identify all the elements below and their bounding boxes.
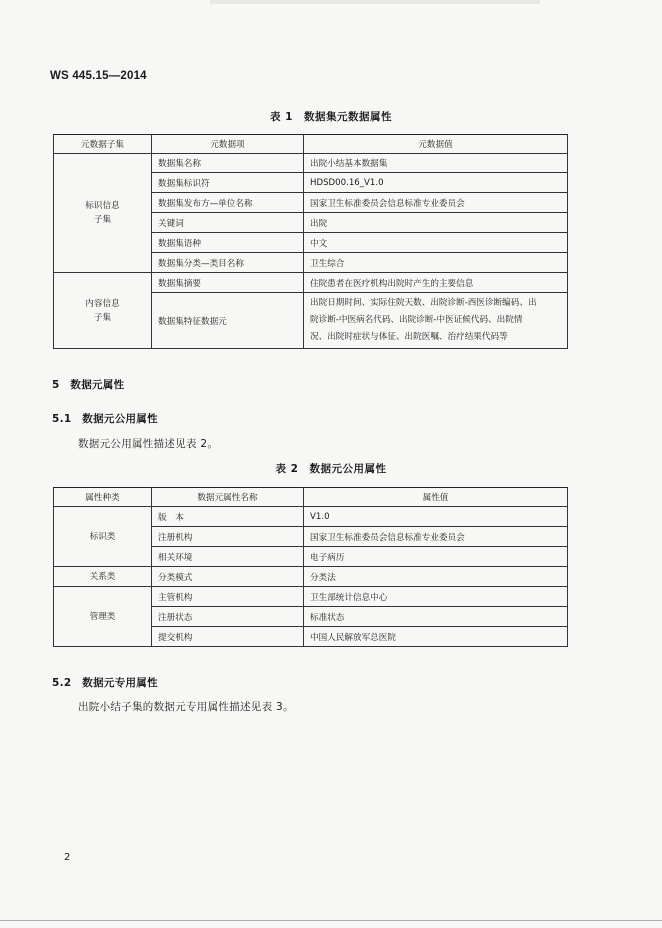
table1-value: 卫生综合 <box>304 253 568 273</box>
group-label-line: 子集 <box>93 215 112 225</box>
section-5-title: 5 数据元属性 <box>52 379 125 391</box>
table2-name: 分类模式 <box>152 567 304 587</box>
table1-group-content <box>54 273 152 349</box>
table2-value: 电子病历 <box>304 547 568 567</box>
table2-name: 注册状态 <box>152 607 304 627</box>
page-number: 2 <box>64 852 71 863</box>
table1-item: 数据集分类—类目名称 <box>152 253 304 273</box>
table1-value: 出院 <box>304 213 568 233</box>
table1-value: 住院患者在医疗机构出院时产生的主要信息 <box>304 273 568 293</box>
table2-name: 主管机构 <box>152 587 304 607</box>
table2-caption: 表 2 数据元公用属性 <box>275 463 387 475</box>
table2-group-identity: 标识类 <box>54 507 152 567</box>
table-row <box>54 587 568 607</box>
table2-group-management: 管理类 <box>54 587 152 647</box>
table1-caption: 表 1 数据集元数据属性 <box>270 111 392 123</box>
table-row <box>54 154 568 173</box>
table1-value: 中文 <box>304 233 568 253</box>
table2-group-relation: 关系类 <box>54 567 152 587</box>
group-label-line: 标识信息 <box>85 201 120 211</box>
section-5-2-title: 5.2 数据元专用属性 <box>52 677 158 689</box>
group-label-line: 内容信息 <box>85 298 120 309</box>
table1-value-multiline <box>304 293 568 349</box>
table1-item: 数据集标识符 <box>152 173 304 193</box>
table2-value: 标准状态 <box>304 607 568 627</box>
table1-item: 数据集名称 <box>152 154 304 173</box>
table2-header-value: 属性值 <box>304 488 568 507</box>
table1-header-item: 元数据项 <box>152 135 304 154</box>
table2-name: 版 本 <box>152 507 304 527</box>
table1-value: HDSD00.16_V1.0 <box>304 173 568 193</box>
table2-value: V1.0 <box>304 507 568 527</box>
standard-code: WS 445.15—2014 <box>50 70 147 82</box>
section-5-1-paragraph: 数据元公用属性描述见表 2。 <box>78 438 219 450</box>
scan-smudge <box>210 0 540 4</box>
value-line: 出院日期时间、实际住院天数、出院诊断-西医诊断编码、出 <box>310 298 537 308</box>
table1-value: 出院小结基本数据集 <box>304 154 568 173</box>
section-5-1-title: 5.1 数据元公用属性 <box>52 413 158 425</box>
table2-name: 注册机构 <box>152 527 304 547</box>
table1-item: 数据集特征数据元 <box>152 293 304 349</box>
table2-header-kind: 属性种类 <box>54 488 152 507</box>
table-row <box>54 273 568 293</box>
table-row <box>54 567 568 587</box>
table2-header-name: 数据元属性名称 <box>152 488 304 507</box>
table1-header-value: 元数据值 <box>304 135 568 154</box>
table1-item: 数据集发布方—单位名称 <box>152 193 304 213</box>
table1-value: 国家卫生标准委员会信息标准专业委员会 <box>304 193 568 213</box>
table2 <box>53 487 568 647</box>
table2-value: 中国人民解放军总医院 <box>304 627 568 647</box>
value-line: 院诊断-中医病名代码、出院诊断-中医证候代码、出院情 <box>310 315 523 325</box>
table2-header-row <box>54 488 568 507</box>
section-5-2-paragraph: 出院小结子集的数据元专用属性描述见表 3。 <box>78 701 294 713</box>
value-line: 况、出院时症状与体征、出院医嘱、治疗结果代码等 <box>310 332 508 342</box>
table2-name: 提交机构 <box>152 627 304 647</box>
table1-item: 关键词 <box>152 213 304 233</box>
table2-value: 卫生部统计信息中心 <box>304 587 568 607</box>
table1 <box>53 134 568 349</box>
table1-item: 数据集语种 <box>152 233 304 253</box>
table2-value: 分类法 <box>304 567 568 587</box>
page-bottom-edge <box>0 920 662 921</box>
table2-name: 相关环境 <box>152 547 304 567</box>
table2-value: 国家卫生标准委员会信息标准专业委员会 <box>304 527 568 547</box>
table1-header-subset: 元数据子集 <box>54 135 152 154</box>
table-row <box>54 507 568 527</box>
table1-item: 数据集摘要 <box>152 273 304 293</box>
table1-group-identity <box>54 154 152 273</box>
table1-header-row <box>54 135 568 154</box>
group-label-line: 子集 <box>93 312 112 323</box>
